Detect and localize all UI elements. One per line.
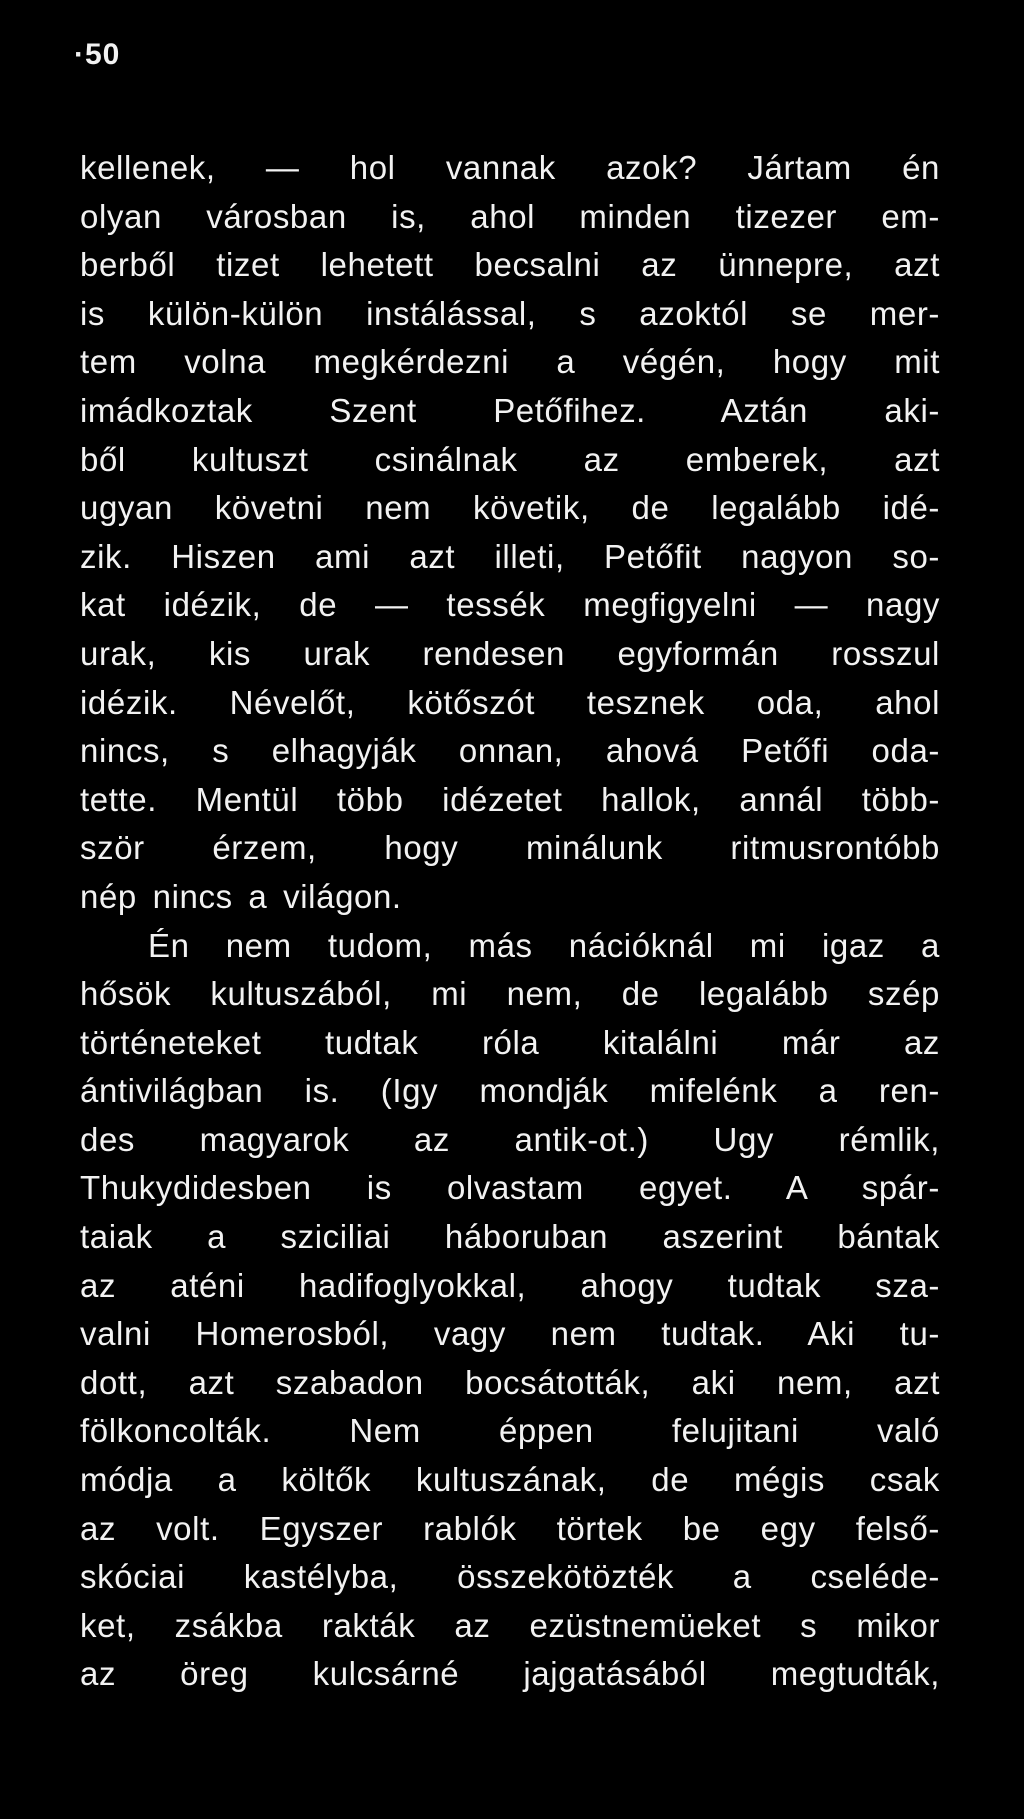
text-line: dott, azt szabadon bocsátották, aki nem, azt xyxy=(80,1363,940,1401)
text-line: urak, kis urak rendesen egyformán rosszul xyxy=(80,634,940,672)
text-line: valni Homerosból, vagy nem tudtak. Aki tu- xyxy=(80,1315,940,1353)
text-line: Én nem tudom, más nációknál mi igaz a xyxy=(148,926,940,964)
text-line: az volt. Egyszer rablók törtek be egy felső- xyxy=(80,1509,940,1547)
text-line: fölkoncolták. Nem éppen felujitani való xyxy=(80,1412,940,1450)
text-line: kat idézik, de — tessék megfigyelni — nagy xyxy=(80,586,940,624)
text-line: skóciai kastélyba, összekötözték a cseléde- xyxy=(80,1558,940,1596)
text-line: hősök kultuszából, mi nem, de legalább szép xyxy=(80,975,940,1013)
text-line: berből tizet lehetett becsalni az ünnepre, azt xyxy=(80,246,940,284)
text-line: olyan városban is, ahol minden tizezer em- xyxy=(80,197,940,235)
text-line: ből kultuszt csinálnak az emberek, azt xyxy=(80,440,940,478)
text-line: imádkoztak Szent Petőfihez. Aztán aki- xyxy=(80,391,940,429)
text-line: nincs, s elhagyják onnan, ahová Petőfi oda- xyxy=(80,732,940,770)
text-line: taiak a sziciliai háboruban aszerint bántak xyxy=(80,1218,940,1256)
text-line: Thukydidesben is olvastam egyet. A spár- xyxy=(80,1169,940,1207)
text-line: zik. Hiszen ami azt illeti, Petőfit nagyon so- xyxy=(80,537,940,575)
text-line: módja a költők kultuszának, de mégis csak xyxy=(80,1461,940,1499)
body-text xyxy=(80,144,940,1699)
text-line: tette. Mentül több idézetet hallok, annál több- xyxy=(80,780,940,818)
text-line: nép nincs a világon. xyxy=(80,877,402,915)
text-line: történeteket tudtak róla kitalálni már az xyxy=(80,1023,940,1061)
text-line: tem volna megkérdezni a végén, hogy mit xyxy=(80,343,940,381)
page-number: ·50 xyxy=(74,38,121,71)
text-line: ugyan követni nem követik, de legalább idé- xyxy=(80,489,940,527)
text-line: kellenek, — hol vannak azok? Jártam én xyxy=(80,149,940,186)
text-line: idézik. Névelőt, kötőszót tesznek oda, ahol xyxy=(80,683,940,721)
text-line: ántivilágban is. (Igy mondják mifelénk a ren- xyxy=(80,1072,940,1110)
text-line: is külön-külön instálással, s azoktól se mer- xyxy=(80,294,940,332)
text-line: ször érzem, hogy minálunk ritmusrontóbb xyxy=(80,829,940,867)
text-line: az öreg kulcsárné jajgatásából megtudták, xyxy=(80,1655,940,1693)
text-line: az aténi hadifoglyokkal, ahogy tudtak sza- xyxy=(80,1266,940,1304)
text-line: des magyarok az antik-ot.) Ugy rémlik, xyxy=(80,1120,940,1158)
text-line: ket, zsákba rakták az ezüstnemüeket s mikor xyxy=(80,1606,940,1644)
